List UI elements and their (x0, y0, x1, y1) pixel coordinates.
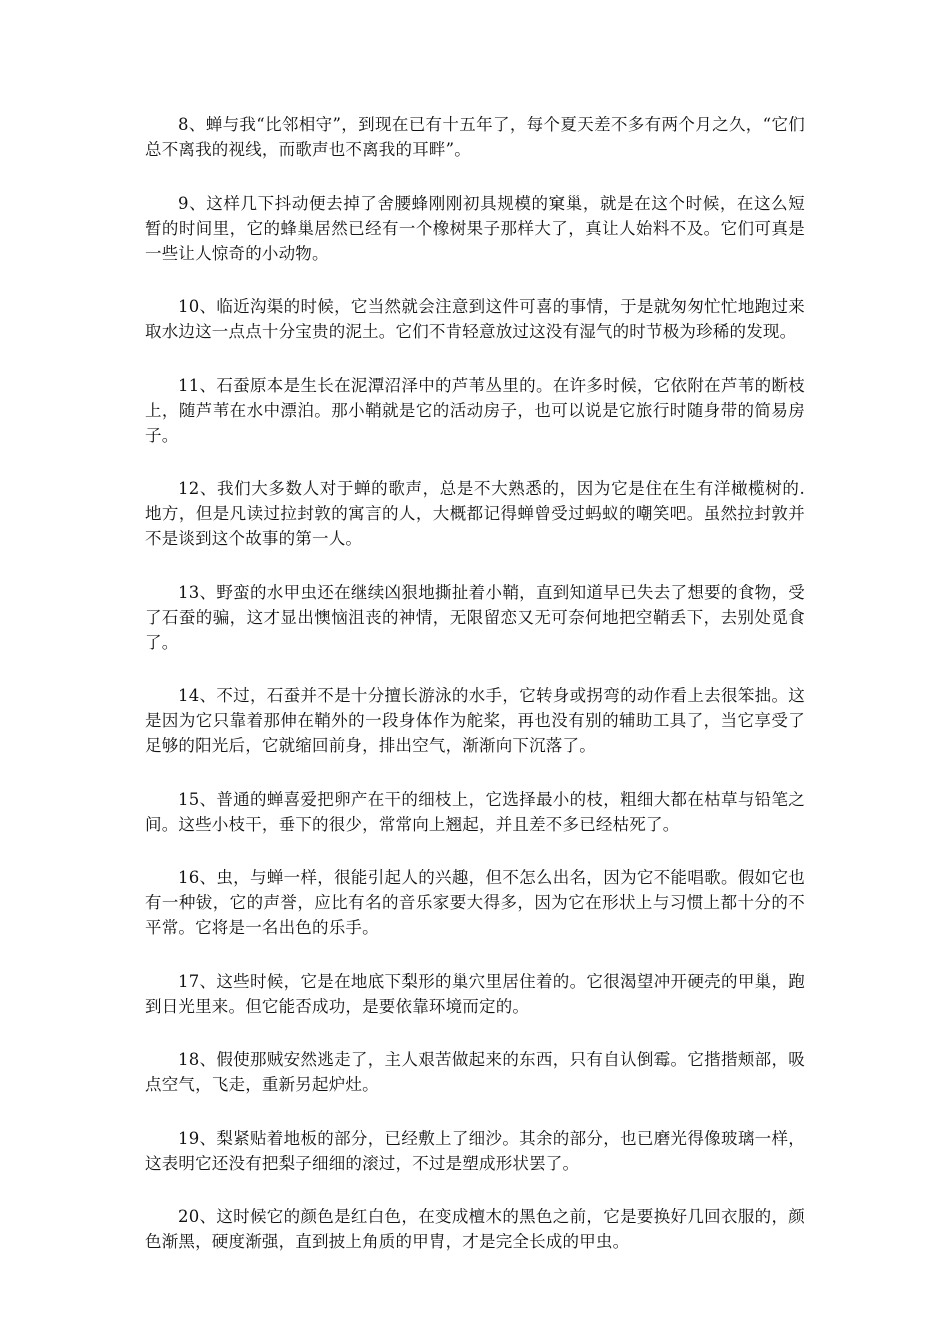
paragraph-15: 15、普通的蝉喜爱把卵产在干的细枝上，它选择最小的枝，粗细大都在枯草与铅笔之间。这些小枝干，垂下的很少，常常向上翘起，并且差不多已经枯死了。 (145, 789, 805, 834)
paragraph-14: 14、不过，石蚕并不是十分擅长游泳的水手，它转身或拐弯的动作看上去很笨拙。这是因为它只靠着那伸在鞘外的一段身体作为舵桨，再也没有别的辅助工具了，当它享受了足够的阳光后，它就缩回前身，排出空气，渐渐向下沉落了。 (145, 686, 805, 755)
paragraph-12: 12、我们大多数人对于蝉的歌声，总是不大熟悉的，因为它是住在生有洋橄榄树的.地方，但是凡读过拉封敦的寓言的人，大概都记得蝉曾受过蚂蚁的嘲笑吧。虽然拉封敦并不是谈到这个故事的第一人。 (145, 479, 805, 548)
paragraph-8: 8、蝉与我“比邻相守”，到现在已有十五年了，每个夏天差不多有两个月之久，“它们总不离我的视线，而歌声也不离我的耳畔”。 (145, 115, 805, 159)
paragraph-13: 13、野蛮的水甲虫还在继续凶狠地撕扯着小鞘，直到知道早已失去了想要的食物，受了石蚕的骗，这才显出懊恼沮丧的神情，无限留恋又无可奈何地把空鞘丢下，去别处觅食了。 (145, 582, 805, 652)
paragraph-17: 17、这些时候，它是在地底下梨形的巢穴里居住着的。它很渴望冲开硬壳的甲巢，跑到日光里来。但它能否成功，是要依靠环境而定的。 (145, 971, 805, 1016)
paragraph-18: 18、假使那贼安然逃走了，主人艰苦做起来的东西，只有自认倒霉。它揩揩颊部，吸点空气，飞走，重新另起炉灶。 (145, 1050, 805, 1094)
paragraph-19: 19、梨紧贴着地板的部分，已经敷上了细沙。其余的部分，也已磨光得像玻璃一样，这表明它还没有把梨子细细的滚过，不过是塑成形状罢了。 (145, 1128, 805, 1173)
document-body (145, 112, 805, 1283)
paragraph-16: 16、虫，与蝉一样，很能引起人的兴趣，但不怎么出名，因为它不能唱歌。假如它也有一种钹，它的声誉，应比有名的音乐家要大得多，因为它在形状上与习惯上都十分的不平常。它将是一名出色的乐手。 (145, 868, 805, 937)
paragraph-9: 9、这样几下抖动便去掉了舍腰蜂刚刚初具规模的窠巢，就是在这个时候，在这么短暂的时间里，它的蜂巢居然已经有一个橡树果子那样大了，真让人始料不及。它们可真是一些让人惊奇的小动物。 (145, 193, 805, 263)
paragraph-10: 10、临近沟渠的时候，它当然就会注意到这件可喜的事情，于是就匆匆忙忙地跑过来取水边这一点点十分宝贵的泥土。它们不肯轻意放过这没有湿气的时节极为珍稀的发现。 (145, 297, 805, 341)
paragraph-20: 20、这时候它的颜色是红白色，在变成檀木的黑色之前，它是要换好几回衣服的，颜色渐黑，硬度渐强，直到披上角质的甲胄，才是完全长成的甲虫。 (145, 1207, 805, 1251)
paragraph-11: 11、石蚕原本是生长在泥潭沼泽中的芦苇丛里的。在许多时候，它依附在芦苇的断枝上，随芦苇在水中漂泊。那小鞘就是它的活动房子，也可以说是它旅行时随身带的简易房子。 (145, 375, 805, 445)
